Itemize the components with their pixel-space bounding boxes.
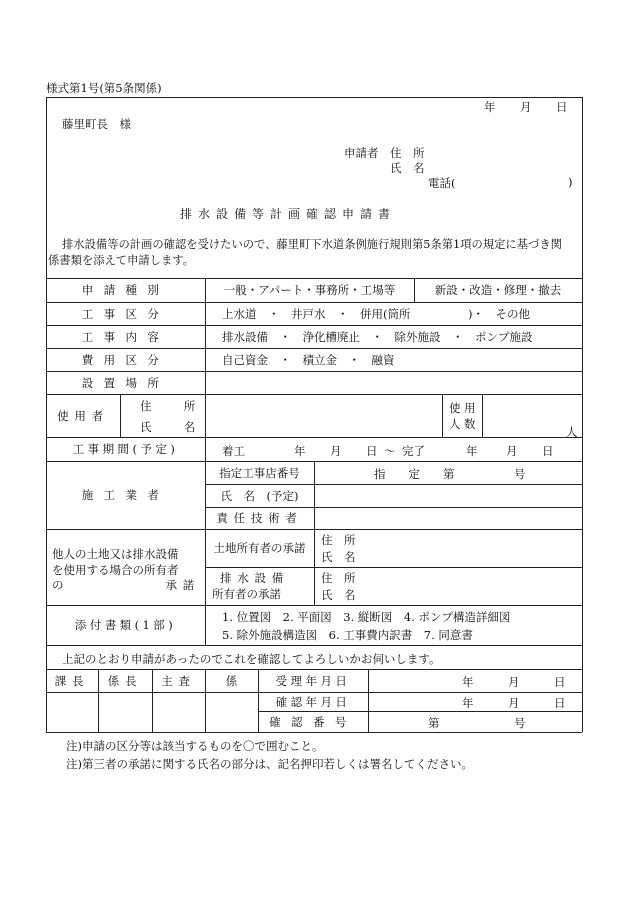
- user-count-unit: 人: [566, 425, 578, 439]
- approval-statement: 上記のとおり申請があったのでこれを確認してよろしいかお伺いします。: [62, 652, 441, 666]
- confirmed-date-label: 確認年月日: [275, 694, 351, 709]
- attachments-line-2: 5. 除外施設構造図 6. 工事費内訳書 7. 同意書: [222, 628, 473, 642]
- form-number: 様式第1号(第5条関係): [46, 81, 162, 95]
- consent-label-line-2: を使用する場合の所有者: [52, 563, 179, 577]
- work-content-label: 工事内容: [81, 329, 170, 344]
- designated-number-suffix: 号: [514, 467, 526, 481]
- drain-owner-name-label: 氏 名: [321, 588, 356, 602]
- work-content-options: 排水設備 ・ 浄化槽廃止 ・ 除外施設 ・ ポンプ施設: [222, 329, 533, 344]
- work-category-options: 上水道 ・ 井戸水 ・ 併用(筒所 )・ その他: [222, 306, 530, 321]
- contractor-name-label: 氏 名 (予定): [220, 488, 299, 503]
- note-1: 注)申請の区分等は該当するものを〇で囲むこと。: [66, 739, 324, 753]
- confirm-number-label: 確認番号: [269, 714, 357, 729]
- confirm-number-suffix: 号: [514, 716, 526, 730]
- phone-close: ): [568, 175, 573, 189]
- period-end-label: 完了: [402, 444, 425, 458]
- period-start-label: 着工: [222, 444, 245, 458]
- period-end-month: 月: [506, 444, 518, 458]
- attachments-label: 添付書類(1部): [74, 618, 177, 632]
- drain-owner-address-label: 住 所: [321, 571, 356, 585]
- user-address-label: 住 所: [140, 399, 206, 413]
- date-month: 月: [520, 100, 532, 114]
- confirmed-year: 年: [462, 696, 474, 710]
- attachments-line-1: 1. 位置図 2. 平面図 3. 縦断図 4. ポンプ構造詳細図: [222, 610, 511, 624]
- document-title: 排水設備等計画確認申請書: [180, 207, 397, 221]
- received-date-label: 受理年月日: [275, 673, 351, 688]
- engineer-label: 責任技術者: [216, 511, 303, 525]
- period-start-month: 月: [330, 444, 342, 458]
- intro-line-1: 排水設備等の計画の確認を受けたいので、藤里町下水道条例施行規則第5条第1項の規定に基づき関: [62, 238, 562, 251]
- period-label: 工事期間(予定): [72, 442, 179, 456]
- date-year: 年: [484, 100, 496, 114]
- received-month: 月: [508, 675, 520, 689]
- user-count-label-2: 人数: [449, 417, 479, 431]
- confirmed-day: 日: [554, 696, 566, 710]
- location-label: 設置場所: [81, 375, 170, 390]
- period-end-year: 年: [466, 444, 478, 458]
- land-owner-name-label: 氏 名: [321, 550, 356, 564]
- work-category-label: 工事区分: [81, 306, 170, 321]
- received-year: 年: [462, 675, 474, 689]
- approval-header-section-chief: 課長: [54, 673, 90, 688]
- intro-line-2: 係書類を添えて申請します。: [48, 254, 194, 267]
- drain-owner-label-2: 所有者の承諾: [212, 587, 281, 601]
- received-day: 日: [554, 675, 566, 689]
- confirm-number-prefix: 第: [428, 716, 440, 730]
- date-day: 日: [556, 100, 568, 114]
- application-type-label: 申請種別: [81, 283, 170, 297]
- phone-label: 電話(: [428, 176, 456, 190]
- land-owner-address-label: 住 所: [321, 533, 356, 547]
- period-start-day: 日: [366, 444, 378, 458]
- approval-header-staff: 係: [225, 673, 238, 688]
- contractor-label: 施工業者: [81, 488, 170, 502]
- land-owner-consent-label: 土地所有者の承諾: [213, 541, 306, 555]
- applicant-address-label: 住 所: [390, 146, 425, 160]
- period-end-day: 日: [542, 444, 554, 458]
- designated-number-label: 指定工事店番号: [219, 465, 300, 480]
- application-type-options-1: 一般・アパート・事務所・工場等: [223, 283, 396, 297]
- user-label: 使用者: [57, 408, 109, 423]
- designated-number-value: 指 定 第: [374, 467, 455, 481]
- note-2: 注)第三者の承諾に関する氏名の部分は、記名押印若しくは署名してください。: [66, 757, 473, 771]
- drain-owner-label-1: 排水設備: [220, 571, 289, 585]
- application-type-options-2: 新設・改造・修理・撤去: [434, 283, 562, 297]
- applicant-label: 申請者: [344, 146, 379, 160]
- applicant-name-label: 氏 名: [390, 161, 425, 175]
- approval-header-inspector: 主査: [161, 673, 196, 688]
- user-count-label-1: 使用: [449, 401, 479, 415]
- location-field[interactable]: [206, 372, 581, 393]
- user-name-label: 氏 名: [140, 420, 206, 434]
- period-tilde: ～: [384, 444, 396, 458]
- consent-label-line-3: の 承諾: [52, 578, 200, 592]
- addressee: 藤里町長 様: [62, 117, 131, 131]
- cost-category-label: 費用区分: [81, 352, 170, 367]
- confirmed-month: 月: [508, 696, 520, 710]
- approval-header-unit-chief: 係長: [107, 673, 143, 688]
- consent-label-line-1: 他人の土地又は排水設備: [52, 547, 179, 561]
- cost-category-options: 自己資金 ・ 積立金 ・ 融資: [222, 352, 395, 367]
- period-start-year: 年: [294, 444, 306, 458]
